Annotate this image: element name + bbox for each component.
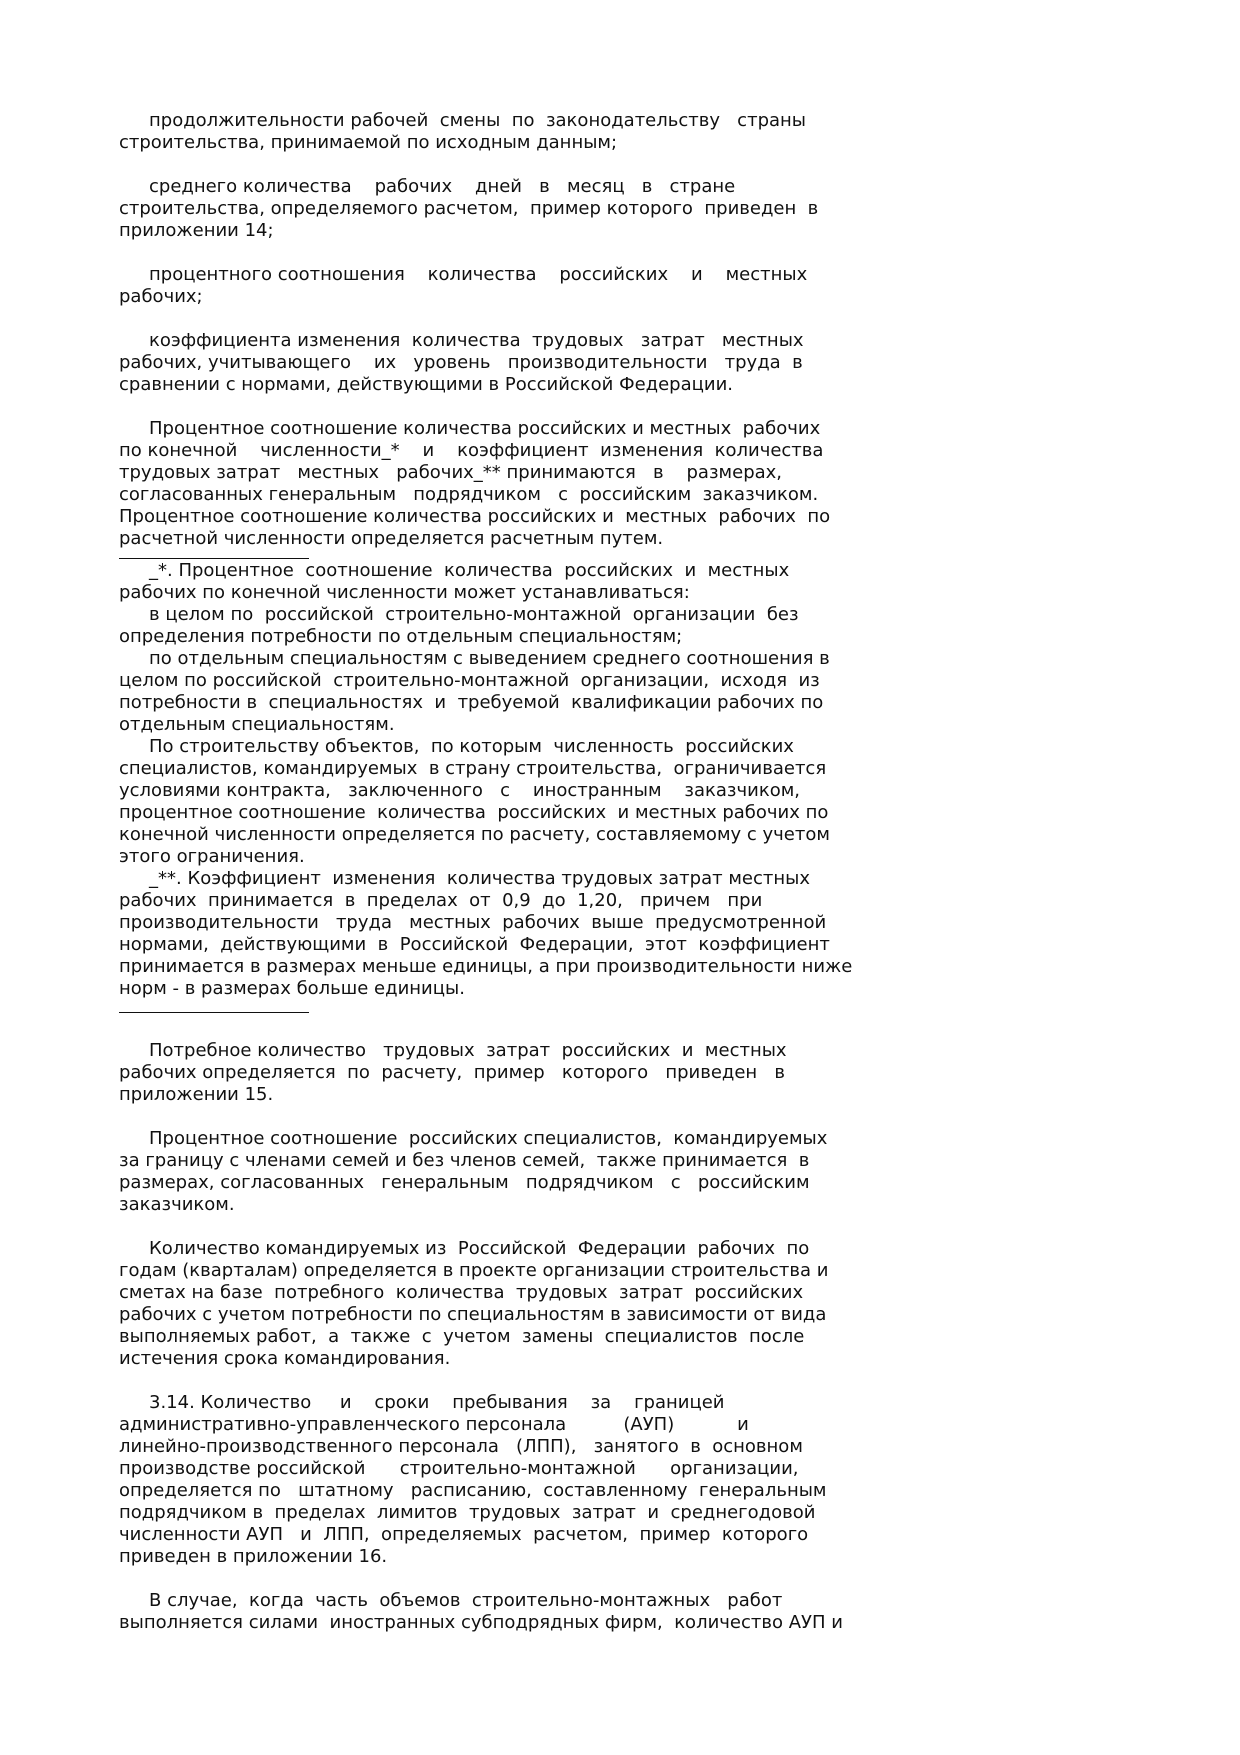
text-line: Количество командируемых из Российской Федерации рабочих по — [149, 1238, 810, 1259]
paragraph — [119, 1238, 894, 1370]
text-line: Процентное соотношение количества российских и местных рабочих по — [119, 506, 831, 527]
footnotes-block — [119, 560, 894, 1000]
paragraph — [119, 264, 894, 308]
text-line: приложении 14; — [119, 220, 274, 241]
text-line: размерах, согласованных генеральным подрядчиком с российским — [119, 1172, 810, 1193]
footnote-line: специалистов, командируемых в страну строительства, ограничивается — [119, 758, 827, 779]
text-line: процентного соотношения количества российских и местных — [149, 264, 808, 285]
text-line: строительства, принимаемой по исходным данным; — [119, 132, 618, 153]
text-line: Процентное соотношение российских специалистов, командируемых — [149, 1128, 828, 1149]
text-line: административно-управленческого персонала (АУП) и — [119, 1414, 749, 1435]
footnote-line: производительности труда местных рабочих выше предусмотренной — [119, 912, 827, 933]
footnote-line: условиями контракта, заключенного с иностранным заказчиком, — [119, 780, 801, 801]
text-line: годам (кварталам) определяется в проекте организации строительства и — [119, 1260, 829, 1281]
text-line: сметах на базе потребного количества трудовых затрат российских — [119, 1282, 804, 1303]
footnote-line: _**. Коэффициент изменения количества трудовых затрат местных — [149, 868, 810, 889]
text-line: рабочих определяется по расчету, пример которого приведен в — [119, 1062, 785, 1083]
footnote-line: отдельным специальностям. — [119, 714, 395, 735]
text-line: согласованных генеральным подрядчиком с российским заказчиком. — [119, 484, 819, 505]
text-line: расчетной численности определяется расчетным путем. — [119, 528, 664, 549]
footnote-line: По строительству объектов, по которым численность российских — [149, 736, 794, 757]
text-line: строительства, определяемого расчетом, пример которого приведен в — [119, 198, 819, 219]
text-line: рабочих с учетом потребности по специальностям в зависимости от вида — [119, 1304, 827, 1325]
text-line: 3.14. Количество и сроки пребывания за границей — [149, 1392, 725, 1413]
text-line: трудовых затрат местных рабочих_** принимаются в размерах, — [119, 462, 783, 483]
paragraph — [119, 1128, 894, 1216]
footnote-line: целом по российской строительно-монтажной организации, исходя из — [119, 670, 820, 691]
footnote-line: процентное соотношение количества российских и местных рабочих по — [119, 802, 829, 823]
footnote-line: рабочих принимается в пределах от 0,9 до 1,20, причем при — [119, 890, 763, 911]
footnote-line: определения потребности по отдельным специальностям; — [119, 626, 683, 647]
text-line: Процентное соотношение количества российских и местных рабочих — [149, 418, 821, 439]
text-line: Потребное количество трудовых затрат российских и местных — [149, 1040, 787, 1061]
text-line: производстве российской строительно-монтажной организации, — [119, 1458, 799, 1479]
paragraph — [119, 418, 894, 550]
text-line: выполняется силами иностранных субподрядных фирм, количество АУП и — [119, 1612, 843, 1633]
footnote-line: конечной численности определяется по расчету, составляемому с учетом — [119, 824, 830, 845]
text-line: заказчиком. — [119, 1194, 235, 1215]
text-line: приведен в приложении 16. — [119, 1546, 388, 1567]
footnote-line: _*. Процентное соотношение количества российских и местных — [149, 560, 790, 581]
footnote-line: норм - в размерах больше единицы. — [119, 978, 465, 999]
paragraph — [119, 330, 894, 396]
paragraph — [119, 1590, 894, 1634]
footnote-line: в целом по российской строительно-монтажной организации без — [149, 604, 799, 625]
footnote-line: потребности в специальностях и требуемой квалификации рабочих по — [119, 692, 824, 713]
text-line: приложении 15. — [119, 1084, 274, 1105]
text-line: рабочих; — [119, 286, 203, 307]
text-line: коэффициента изменения количества трудовых затрат местных — [149, 330, 804, 351]
paragraph — [119, 1040, 894, 1106]
text-line: за границу с членами семей и без членов семей, также принимается в — [119, 1150, 810, 1171]
text-line: сравнении с нормами, действующими в Российской Федерации. — [119, 374, 734, 395]
text-line: определяется по штатному расписанию, составленному генеральным — [119, 1480, 827, 1501]
footnote-line: нормами, действующими в Российской Федерации, этот коэффициент — [119, 934, 830, 955]
footnote-line: этого ограничения. — [119, 846, 305, 867]
text-line: среднего количества рабочих дней в месяц в стране — [149, 176, 736, 197]
footnote-line: по отдельным специальностям с выведением среднего соотношения в — [149, 648, 830, 669]
text-line: линейно-производственного персонала (ЛПП), занятого в основном — [119, 1436, 803, 1457]
text-line: продолжительности рабочей смены по законодательству страны — [149, 110, 806, 131]
text-line: рабочих, учитывающего их уровень производительности труда в — [119, 352, 803, 373]
footnote-line: рабочих по конечной численности может устанавливаться: — [119, 582, 690, 603]
text-line: В случае, когда часть объемов строительно-монтажных работ — [149, 1590, 783, 1611]
footnote-line: принимается в размерах меньше единицы, а при производительности ниже — [119, 956, 853, 977]
paragraph — [119, 110, 894, 154]
footnote-separator — [119, 550, 894, 560]
text-line: истечения срока командирования. — [119, 1348, 451, 1369]
text-line: по конечной численности_* и коэффициент изменения количества — [119, 440, 824, 461]
text-line: подрядчиком в пределах лимитов трудовых затрат и среднегодовой — [119, 1502, 816, 1523]
document-page — [119, 110, 894, 1634]
text-line: численности АУП и ЛПП, определяемых расчетом, пример которого — [119, 1524, 809, 1545]
text-line: выполняемых работ, а также с учетом замены специалистов после — [119, 1326, 805, 1347]
paragraph-section-3-14 — [119, 1392, 894, 1568]
paragraph — [119, 176, 894, 242]
footnote-separator — [119, 1000, 894, 1018]
